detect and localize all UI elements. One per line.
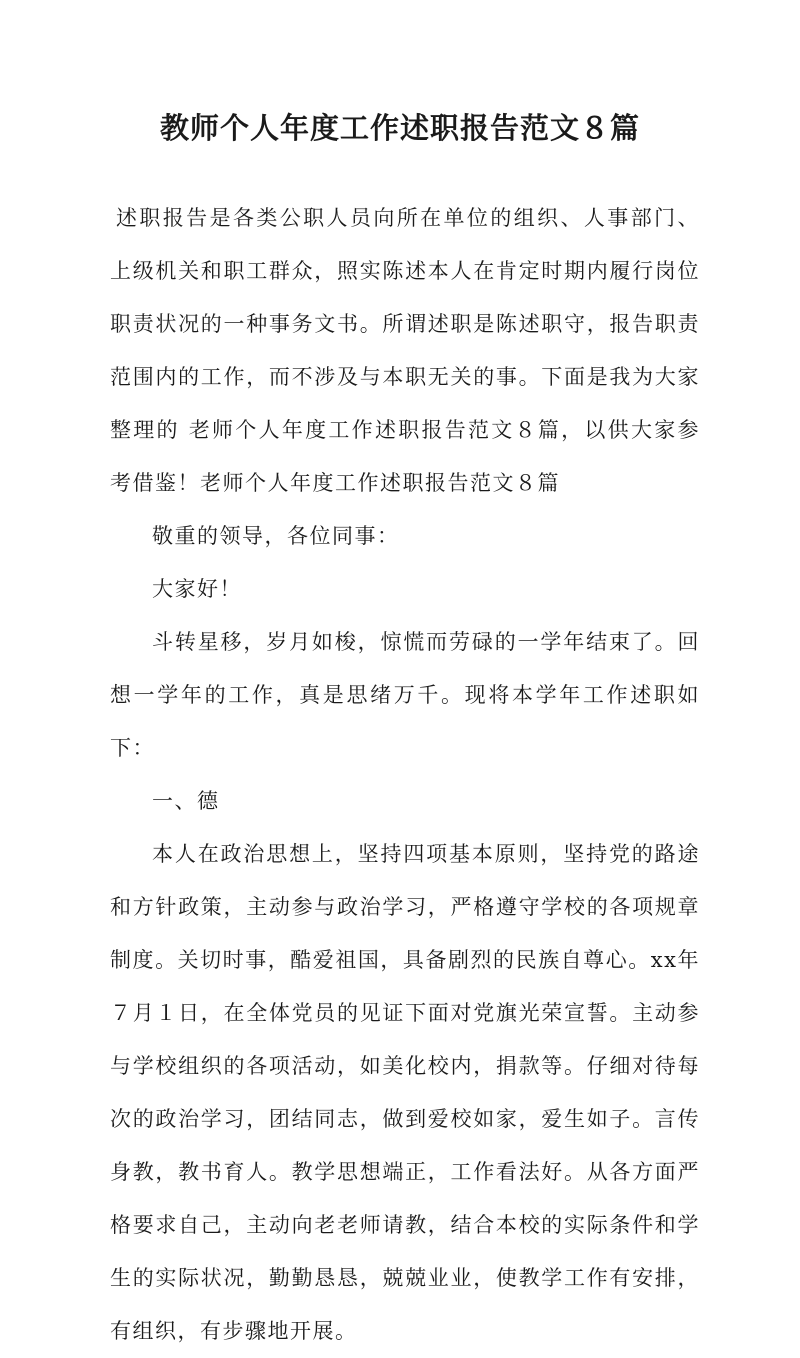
- paragraph-salutation: 敬重的领导，各位同事：: [152, 524, 400, 548]
- paragraph-intro: 述职报告是各类公职人员向所在单位的组织、人事部门、上级机关和职工群众，照实陈述本人在肯定时期内履行岗位职责状况的一种事务文书。所谓述职是陈述职守，报告职责范围内的工作，而不涉及与本职无关的事。下面是我为大家整理的 老师个人年度工作述职报告范文８篇，以供大家参考借鉴！老师个人年度工作述职报告范文８篇: [110, 206, 700, 495]
- document-title: 教师个人年度工作述职报告范文８篇: [159, 111, 640, 145]
- paragraph-greeting: 大家好！: [152, 577, 242, 601]
- paragraph-morality: 本人在政治思想上，坚持四项基本原则，坚持党的路途和方针政策，主动参与政治学习，严格遵守学校的各项规章制度。关切时事，酷爱祖国，具备剧烈的民族自尊心。xx年７月１日，在全体党员的见证下面对党旗光荣宣誓。主动参与学校组织的各项活动，如美化校内，捐款等。仔细对待每次的政治学习，团结同志，做到爱校如家，爱生如子。言传身教，教书育人。教学思想端正，工作看法好。从各方面严格要求自己，主动向老老师请教，结合本校的实际条件和学生的实际状况，勤勤恳恳，兢兢业业，使教学工作有安排，有组织，有步骤地开展。: [110, 842, 700, 1343]
- paragraph-review: 斗转星移，岁月如梭，惊慌而劳碌的一学年结束了。回想一学年的工作，真是思绪万千。现将本学年工作述职如下：: [110, 630, 700, 760]
- document-body: [110, 192, 700, 1358]
- section-heading-morality: 一、德: [152, 789, 220, 813]
